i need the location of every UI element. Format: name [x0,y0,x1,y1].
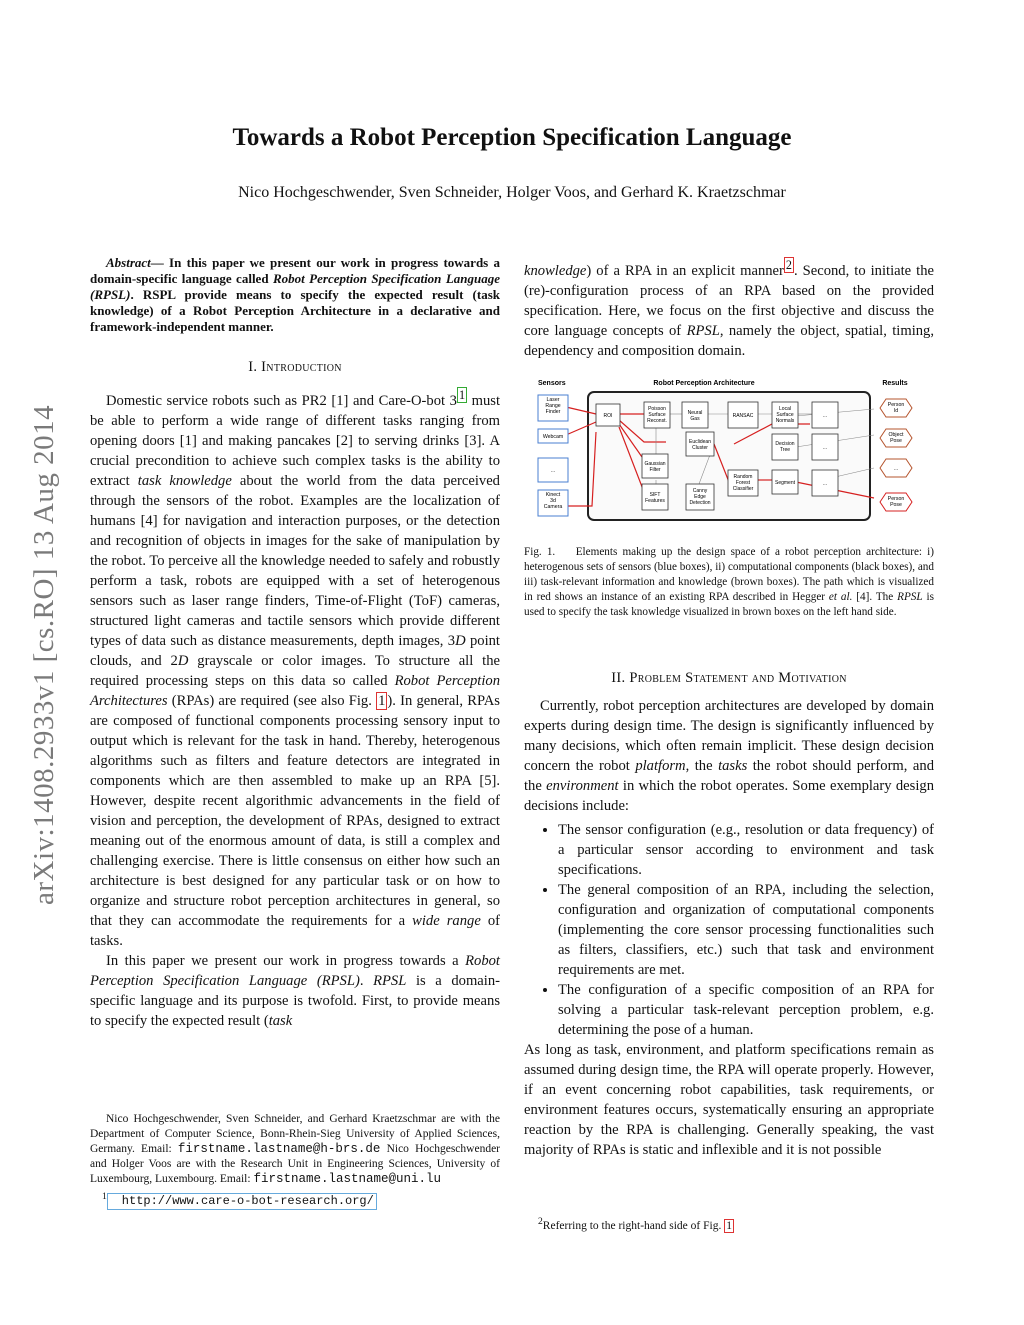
sensor-laser-label: Laser Range Finder [545,397,561,415]
text-run: Referring to the right-hand side of Fig. [542,1219,725,1232]
footnote-1 [90,1189,500,1210]
text-emphasis: Robot Perception Architectures [90,672,500,709]
component-random-label: Random Forest Classifier [732,474,754,492]
text-emphasis: task knowledge [137,472,232,489]
text-run: is a domain-specific language and its purpose is twofold. First, to provide means to specify the expected result ( [90,972,501,1029]
text-emphasis: RPSL [686,322,720,339]
text-emphasis: task [268,1012,293,1029]
component-poisson-label: Poisson Surface Reconst. [647,406,667,424]
sensor-webcam-label: Webcam [542,434,564,440]
component-dots1-label: ... [822,413,828,419]
text-run: ) of a RPA in an explicit manner [586,262,784,279]
text-run: , the [685,758,719,774]
text-run: Nico Hochgeschwender, Sven Schneider, and Gerhard Kraetzschmar are with the Department of Computer Science, Bonn-Rhein-Sieg University of Applied Sciences, Germany. Email: [90,1113,500,1155]
section-heading-problem: II. Problem Statement and Motivation [611,670,847,686]
figure-ref-footnote[interactable]: 1 [726,1219,732,1232]
component-sift-label: SIFT Features [645,492,665,504]
intro-paragraph-2 [90,951,500,1031]
text-emphasis: Robot Perception Specification Language (RPSL) [90,952,500,989]
paper-authors: Nico Hochgeschwender, Sven Schneider, Holger Voos, and Gerhard K. Kraetzschmar [238,184,786,201]
result-dots-label: ... [893,466,899,472]
list-item: • The general composition of an RPA, including the selection, configuration and organization of computational components (implementing the core sensor processing functionalities such as filters, classifiers, etc.) such that task and environment requirements are met. [558,880,934,980]
text-emphasis: et al. [828,591,853,603]
footnote-ref-1[interactable]: 1 [458,388,466,402]
caption-label: Fig. 1. [524,546,556,558]
text-run: grayscale or color images. To structure all the required processing steps on this data so called [90,652,500,689]
sensor-kinect-label: Kinect 3d Camera [543,492,563,510]
figure-caption [524,545,934,620]
text-run: Domestic service robots such as PR2 [1] and Care-O-bot 3 [106,392,457,409]
left-column [90,255,500,1031]
component-local-label: Local Surface Normals [775,406,795,424]
component-roi-label: ROI [603,413,613,419]
component-ransac-label: RANSAC [732,413,754,419]
header-sensors: Sensors [538,380,566,387]
text-run: ). In general, RPAs are composed of functional components processing sensory input to output which is relevant for the task in hand. Thereby, heterogenous algorithms such as filters and feature detectors are integrated in components which are then assembled to make up an RPA [5]. However, despite recent algorithmic advancements in the field of vision and perception, the development of RPAs, designed to extract meaning out of the enormous amount of data, is still a complex and challenging exercise. There is little consensus on either how such an architecture is best designed for any particular task or on how to organize and structure robot perception architectures in general, so that they can accommodate the requirements for a [90,692,500,929]
text-run: . Second, to initiate the (re)-configuration process of an RPA based on the provided specification. Here, we focus on the first objective and discuss the core language concepts of [524,262,934,339]
text-run: is used to specify the task knowledge visualized in brown boxes on the left hand side. [524,591,934,618]
architecture-diagram [524,372,934,532]
text-emphasis: RPSL [373,972,407,989]
component-canny-label: Canny Edge Detection [689,488,711,506]
list-item: • The sensor configuration (e.g., resolution or data frequency) of a particular sensor according to environment and task specifications. [558,820,934,880]
abstract-lead: Abstract [106,255,151,270]
text-run: Elements making up the design space of a robot perception architecture: i) heterogenous sets of sensors (blue boxes), ii) computational components (black boxes), and iii) task-relevant information and knowledge (brown boxes). The path which is visualized in red shows an instance of an existing RPA described in Hegger [524,546,934,603]
email-link-2[interactable]: firstname.lastname@uni.lu [253,1172,441,1186]
abstract [90,255,500,335]
text-emphasis: RPSL [897,591,923,603]
component-neural-label: Neural Gas [687,410,703,422]
text-run: In this paper we present our work in progress towards a [106,952,466,969]
right-column-bottom [524,668,934,1160]
text-run: in which the robot operates. Some exemplary design decisions include: [524,778,934,814]
text-run: must be able to perform a wide range of different tasks ranging from opening doors [1] and making pancakes [2] to serving drinks [3]. A crucial precondition to achieve such complex tasks is the ability to extract [90,392,501,489]
affiliation-text [90,1112,500,1187]
text-run: the robot should perform, and the [524,758,934,794]
component-dots3-label: ... [822,481,828,487]
list-item: • The configuration of a specific composition of an RPA for solving a particular task-relevant perception problem, e.g. determining the pose of a human. [558,980,934,1040]
problem-paragraph-1 [524,696,934,816]
component-euclid-label: Euclidean Cluster [689,439,711,451]
footnote-ref-2[interactable]: 2 [785,258,792,272]
right-paragraph-cont [524,255,934,361]
text-run: point clouds, and 2 [90,632,500,669]
abstract-text-b: . RSPL provide means to specify the expected result (task knowledge) of a Robot Perception Architecture in a declarative and framework-independent manner. [90,287,500,334]
component-decision-label: Decision Tree [775,441,795,453]
text-run: [4]. The [852,591,898,603]
text-emphasis: environment [546,778,619,794]
text-run: Currently, robot perception architectures are developed by domain experts during design time. The design is significantly influenced by many decisions, which often remain implicit. These design decision concern the robot [524,698,934,774]
text-run: (RPAs) are required (see also Fig. [167,692,377,709]
footnote-url-link[interactable]: http://www.care-o-bot-research.org/ [107,1193,377,1210]
component-gauss-label: Gaussian Filter [644,461,666,473]
text-emphasis: D [177,652,189,669]
header-results: Results [882,380,908,387]
abstract-term: Robot Perception Specification Language (RPSL) [90,271,501,302]
component-dots2-label: ... [822,445,828,451]
problem-paragraph-2: As long as task, environment, and platform specifications remain as assumed during design time, the RPA will operate properly. However, if an event concerning robot capabilities, task requirements, or environment features occurs, systematically ensuring an appropriate reaction by the RPA is challenging. Generally speaking, the vast majority of RPAs is static and inflexible and it is not possible [524,1042,934,1158]
text-run: about the world from the data perceived through the sensors of the robot. Examples are the localization of humans [4] for navigation and interaction purposes, or the detection and recognition of objects in images for the sake of manipulation by the robot. To perceive all the knowledge needed to safely and robustly perform a task, robots are equipped with a set of heterogenous sensors such as laser range finders, Time-of-Flight (ToF) cameras, structured light cameras and tactile sensors which provide different types of data such as distance measurements, depth images, 3 [90,472,500,649]
result-person-pose-label: Person Pose [887,496,905,508]
intro-paragraph-1 [90,385,500,951]
component-segment-label: Segment [774,480,796,486]
text-emphasis: D [455,632,466,649]
sensor-dots-label: ... [550,468,556,474]
text-run: . [359,972,374,989]
section-heading-introduction: I. Introduction [248,359,342,375]
text-run: Nico Hochgeschwender and Holger Voos are with the Research Unit in Engineering Sciences, University of Luxembourg, Luxembourg. Email: [90,1143,501,1185]
footnote-mark-2: 2 [538,1216,543,1227]
text-emphasis: tasks [718,758,748,774]
text-run: , namely the object, spatial, timing, dependency and composition domain. [524,322,935,359]
text-run: of tasks. [90,912,500,949]
right-column-top [524,255,934,361]
sensor-boxes [538,395,568,516]
text-emphasis: wide range [412,912,481,929]
footnote-2 [538,1216,734,1232]
abstract-text-a: — In this paper we present our work in progress towards a domain-specific language called [90,255,500,286]
arxiv-stamp: arXiv:1408.2933v1 [cs.RO] 13 Aug 2014 [28,404,60,906]
result-labels [888,402,905,508]
email-link-1[interactable]: firstname.lastname@h-brs.de [177,1142,381,1156]
figure-1 [524,372,934,532]
figure-ref-1[interactable]: 1 [378,692,386,709]
text-emphasis: knowledge [524,262,587,279]
result-object-pose-label: Object Pose [888,432,904,444]
design-decisions-list [524,820,934,1040]
header-architecture: Robot Perception Architecture [653,380,755,387]
result-person-id-label: Person Id [887,402,905,414]
footnote-mark-1: 1 [102,1191,107,1202]
text-emphasis: platform [635,758,686,774]
result-shapes [880,399,912,511]
affiliation-footnote [90,1112,500,1210]
paper-title: Towards a Robot Perception Specification Language [232,124,792,151]
